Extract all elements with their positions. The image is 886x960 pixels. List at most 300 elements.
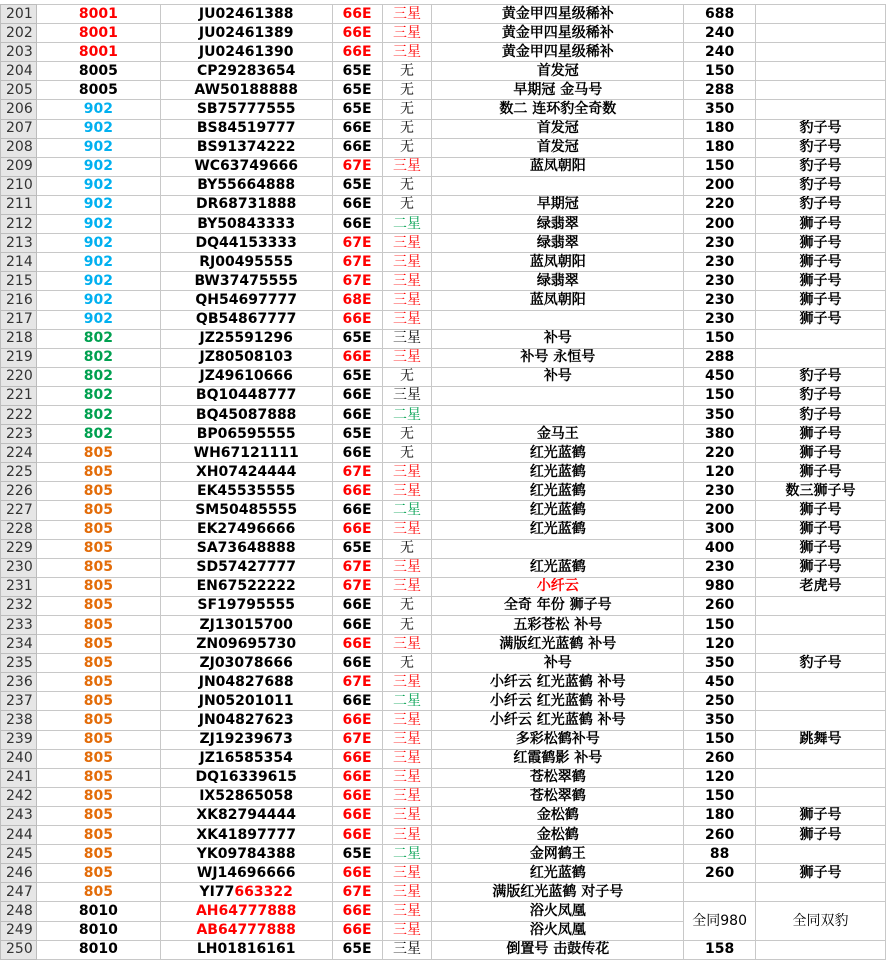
serial-cell[interactable]: BS91374222 [160,138,332,157]
version-cell[interactable]: 66E [332,386,382,405]
prefix-cell[interactable]: 902 [36,176,160,195]
version-cell[interactable]: 66E [332,138,382,157]
description-cell[interactable]: 金松鹤 [432,806,684,825]
star-cell[interactable]: 三星 [382,711,432,730]
tag-cell[interactable]: 狮子号 [756,826,886,845]
price-cell[interactable]: 350 [684,100,756,119]
serial-cell[interactable]: JN04827688 [160,673,332,692]
row-number[interactable]: 247 [1,883,37,902]
serial-cell[interactable]: QH54697777 [160,291,332,310]
prefix-cell[interactable]: 805 [36,539,160,558]
version-cell[interactable]: 66E [332,43,382,62]
description-cell[interactable]: 红光蓝鹤 [432,558,684,577]
row-number[interactable]: 238 [1,711,37,730]
serial-cell[interactable]: WC63749666 [160,157,332,176]
price-cell[interactable]: 150 [684,62,756,81]
star-cell[interactable]: 三星 [382,291,432,310]
star-cell[interactable]: 三星 [382,940,432,959]
serial-cell[interactable]: ZJ13015700 [160,616,332,635]
description-cell[interactable]: 红光蓝鹤 [432,864,684,883]
star-cell[interactable]: 二星 [382,845,432,864]
tag-cell[interactable]: 豹子号 [756,405,886,424]
star-cell[interactable]: 三星 [382,253,432,272]
prefix-cell[interactable]: 8001 [36,24,160,43]
row-number[interactable]: 249 [1,921,37,940]
row-number[interactable]: 208 [1,138,37,157]
star-cell[interactable]: 无 [382,138,432,157]
row-number[interactable]: 241 [1,768,37,787]
row-number[interactable]: 229 [1,539,37,558]
prefix-cell[interactable]: 805 [36,883,160,902]
row-number[interactable]: 239 [1,730,37,749]
tag-cell[interactable] [756,749,886,768]
prefix-cell[interactable]: 902 [36,234,160,253]
description-cell[interactable]: 补号 [432,367,684,386]
prefix-cell[interactable]: 802 [36,329,160,348]
prefix-cell[interactable]: 805 [36,463,160,482]
star-cell[interactable]: 三星 [382,310,432,329]
description-cell[interactable]: 红光蓝鹤 [432,482,684,501]
prefix-cell[interactable]: 805 [36,616,160,635]
star-cell[interactable]: 三星 [382,386,432,405]
serial-cell[interactable]: JZ16585354 [160,749,332,768]
tag-cell[interactable]: 狮子号 [756,539,886,558]
tag-cell[interactable] [756,329,886,348]
serial-cell[interactable]: JU02461389 [160,24,332,43]
row-number[interactable]: 216 [1,291,37,310]
row-number[interactable]: 233 [1,616,37,635]
star-cell[interactable]: 二星 [382,215,432,234]
star-cell[interactable]: 三星 [382,558,432,577]
serial-cell[interactable]: SD57427777 [160,558,332,577]
price-cell[interactable]: 200 [684,215,756,234]
row-number[interactable]: 227 [1,501,37,520]
description-cell[interactable]: 小纤云 红光蓝鹤 补号 [432,711,684,730]
price-cell[interactable]: 350 [684,711,756,730]
tag-cell[interactable] [756,673,886,692]
price-cell[interactable]: 260 [684,596,756,615]
row-number[interactable]: 245 [1,845,37,864]
row-number[interactable]: 215 [1,272,37,291]
description-cell[interactable]: 小纤云 红光蓝鹤 补号 [432,673,684,692]
prefix-cell[interactable]: 902 [36,100,160,119]
tag-cell[interactable]: 狮子号 [756,501,886,520]
serial-cell[interactable]: SB75777555 [160,100,332,119]
row-number[interactable]: 206 [1,100,37,119]
price-cell[interactable]: 150 [684,386,756,405]
price-cell[interactable]: 450 [684,367,756,386]
tag-cell[interactable] [756,81,886,100]
version-cell[interactable]: 66E [332,826,382,845]
price-cell[interactable]: 380 [684,425,756,444]
version-cell[interactable]: 66E [332,310,382,329]
prefix-cell[interactable]: 805 [36,749,160,768]
version-cell[interactable]: 66E [332,5,382,24]
star-cell[interactable]: 无 [382,654,432,673]
tag-cell[interactable]: 豹子号 [756,367,886,386]
star-cell[interactable]: 无 [382,176,432,195]
price-cell[interactable]: 180 [684,806,756,825]
serial-cell[interactable]: AB64777888 [160,921,332,940]
star-cell[interactable]: 三星 [382,806,432,825]
prefix-cell[interactable]: 805 [36,482,160,501]
description-cell[interactable] [432,310,684,329]
description-cell[interactable]: 黄金甲四星级稀补 [432,24,684,43]
row-number[interactable]: 210 [1,176,37,195]
serial-cell[interactable]: SF19795555 [160,596,332,615]
description-cell[interactable] [432,539,684,558]
prefix-cell[interactable]: 8005 [36,62,160,81]
price-cell[interactable]: 250 [684,692,756,711]
tag-cell[interactable]: 豹子号 [756,176,886,195]
prefix-cell[interactable]: 8010 [36,921,160,940]
star-cell[interactable]: 无 [382,62,432,81]
version-cell[interactable]: 66E [332,215,382,234]
tag-cell[interactable] [756,883,886,902]
star-cell[interactable]: 三星 [382,24,432,43]
version-cell[interactable]: 66E [332,692,382,711]
serial-cell[interactable]: BS84519777 [160,119,332,138]
star-cell[interactable]: 三星 [382,272,432,291]
price-cell[interactable]: 150 [684,329,756,348]
serial-cell[interactable]: SM50485555 [160,501,332,520]
serial-cell[interactable]: AH64777888 [160,902,332,921]
star-cell[interactable]: 三星 [382,5,432,24]
tag-cell[interactable] [756,787,886,806]
row-number[interactable]: 240 [1,749,37,768]
serial-cell[interactable]: BQ45087888 [160,405,332,424]
price-cell[interactable]: 400 [684,539,756,558]
version-cell[interactable]: 65E [332,329,382,348]
serial-cell[interactable]: XK82794444 [160,806,332,825]
tag-cell[interactable] [756,43,886,62]
version-cell[interactable]: 66E [332,902,382,921]
prefix-cell[interactable]: 805 [36,692,160,711]
prefix-cell[interactable]: 802 [36,405,160,424]
tag-cell[interactable]: 狮子号 [756,558,886,577]
prefix-cell[interactable]: 802 [36,386,160,405]
serial-cell[interactable]: DR68731888 [160,195,332,214]
price-cell[interactable]: 120 [684,463,756,482]
prefix-cell[interactable]: 902 [36,291,160,310]
description-cell[interactable]: 浴火凤凰 [432,921,684,940]
prefix-cell[interactable]: 805 [36,577,160,596]
row-number[interactable]: 204 [1,62,37,81]
version-cell[interactable]: 66E [332,444,382,463]
price-cell[interactable]: 240 [684,43,756,62]
serial-cell[interactable]: SA73648888 [160,539,332,558]
row-number[interactable]: 246 [1,864,37,883]
version-cell[interactable]: 65E [332,940,382,959]
row-number[interactable]: 231 [1,577,37,596]
description-cell[interactable]: 早期冠 [432,195,684,214]
star-cell[interactable]: 三星 [382,157,432,176]
serial-cell[interactable]: CP29283654 [160,62,332,81]
serial-cell[interactable]: QB54867777 [160,310,332,329]
version-cell[interactable]: 66E [332,501,382,520]
star-cell[interactable]: 三星 [382,902,432,921]
version-cell[interactable]: 67E [332,272,382,291]
tag-cell[interactable] [756,62,886,81]
serial-cell[interactable]: BY55664888 [160,176,332,195]
prefix-cell[interactable]: 802 [36,367,160,386]
prefix-cell[interactable]: 805 [36,501,160,520]
version-cell[interactable]: 66E [332,635,382,654]
price-cell[interactable]: 288 [684,348,756,367]
tag-cell[interactable]: 狮子号 [756,425,886,444]
version-cell[interactable]: 66E [332,348,382,367]
version-cell[interactable]: 66E [332,520,382,539]
description-cell[interactable]: 红光蓝鹤 [432,501,684,520]
row-number[interactable]: 237 [1,692,37,711]
prefix-cell[interactable]: 805 [36,730,160,749]
tag-cell[interactable] [756,692,886,711]
prefix-cell[interactable]: 8005 [36,81,160,100]
star-cell[interactable]: 三星 [382,635,432,654]
version-cell[interactable]: 66E [332,806,382,825]
row-number[interactable]: 234 [1,635,37,654]
price-cell[interactable]: 230 [684,234,756,253]
price-cell[interactable]: 200 [684,176,756,195]
row-number[interactable]: 201 [1,5,37,24]
row-number[interactable]: 230 [1,558,37,577]
prefix-cell[interactable]: 902 [36,195,160,214]
tag-cell[interactable]: 跳舞号 [756,730,886,749]
version-cell[interactable]: 66E [332,482,382,501]
version-cell[interactable]: 66E [332,405,382,424]
tag-cell[interactable] [756,24,886,43]
description-cell[interactable]: 红光蓝鹤 [432,463,684,482]
serial-cell[interactable]: JN04827623 [160,711,332,730]
prefix-cell[interactable]: 802 [36,425,160,444]
price-cell[interactable]: 150 [684,730,756,749]
description-cell[interactable]: 满版红光蓝鹤 对子号 [432,883,684,902]
tag-cell[interactable] [756,635,886,654]
row-number[interactable]: 243 [1,806,37,825]
serial-cell[interactable]: WJ14696666 [160,864,332,883]
row-number[interactable]: 232 [1,596,37,615]
merged-price-cell[interactable]: 全同980 [684,902,756,940]
serial-cell[interactable]: DQ44153333 [160,234,332,253]
price-cell[interactable]: 220 [684,444,756,463]
description-cell[interactable] [432,176,684,195]
prefix-cell[interactable]: 805 [36,845,160,864]
serial-cell[interactable]: ZN09695730 [160,635,332,654]
price-cell[interactable]: 88 [684,845,756,864]
serial-cell[interactable]: LH01816161 [160,940,332,959]
description-cell[interactable]: 补号 [432,654,684,673]
description-cell[interactable]: 早期冠 金马号 [432,81,684,100]
description-cell[interactable]: 苍松翠鹤 [432,787,684,806]
version-cell[interactable]: 67E [332,883,382,902]
tag-cell[interactable]: 豹子号 [756,195,886,214]
row-number[interactable]: 224 [1,444,37,463]
description-cell[interactable]: 金网鹤王 [432,845,684,864]
serial-cell[interactable]: JZ25591296 [160,329,332,348]
serial-cell[interactable]: ZJ03078666 [160,654,332,673]
description-cell[interactable]: 绿翡翠 [432,234,684,253]
star-cell[interactable]: 无 [382,81,432,100]
price-cell[interactable]: 180 [684,138,756,157]
version-cell[interactable]: 65E [332,425,382,444]
version-cell[interactable]: 66E [332,24,382,43]
star-cell[interactable]: 三星 [382,348,432,367]
description-cell[interactable] [432,386,684,405]
row-number[interactable]: 203 [1,43,37,62]
price-cell[interactable]: 158 [684,940,756,959]
price-cell[interactable]: 180 [684,119,756,138]
star-cell[interactable]: 三星 [382,463,432,482]
price-cell[interactable]: 230 [684,482,756,501]
tag-cell[interactable] [756,100,886,119]
serial-cell[interactable]: EK27496666 [160,520,332,539]
tag-cell[interactable]: 狮子号 [756,215,886,234]
serial-cell[interactable]: AW50188888 [160,81,332,100]
row-number[interactable]: 214 [1,253,37,272]
prefix-cell[interactable]: 805 [36,654,160,673]
description-cell[interactable]: 补号 永恒号 [432,348,684,367]
row-number[interactable]: 219 [1,348,37,367]
description-cell[interactable]: 红光蓝鹤 [432,444,684,463]
prefix-cell[interactable]: 805 [36,444,160,463]
price-cell[interactable]: 288 [684,81,756,100]
description-cell[interactable]: 金马王 [432,425,684,444]
serial-cell[interactable]: WH67121111 [160,444,332,463]
star-cell[interactable]: 三星 [382,768,432,787]
price-cell[interactable]: 350 [684,654,756,673]
version-cell[interactable]: 65E [332,845,382,864]
description-cell[interactable]: 首发冠 [432,119,684,138]
serial-cell[interactable]: EK45535555 [160,482,332,501]
description-cell[interactable]: 红光蓝鹤 [432,520,684,539]
serial-cell[interactable]: ZJ19239673 [160,730,332,749]
price-cell[interactable]: 260 [684,749,756,768]
tag-cell[interactable]: 狮子号 [756,806,886,825]
tag-cell[interactable]: 狮子号 [756,463,886,482]
prefix-cell[interactable]: 805 [36,768,160,787]
tag-cell[interactable]: 老虎号 [756,577,886,596]
row-number[interactable]: 222 [1,405,37,424]
tag-cell[interactable]: 狮子号 [756,310,886,329]
tag-cell[interactable] [756,940,886,959]
price-cell[interactable]: 200 [684,501,756,520]
tag-cell[interactable] [756,845,886,864]
version-cell[interactable]: 65E [332,62,382,81]
description-cell[interactable]: 蓝凤朝阳 [432,291,684,310]
prefix-cell[interactable]: 902 [36,310,160,329]
version-cell[interactable]: 66E [332,616,382,635]
version-cell[interactable]: 66E [332,195,382,214]
star-cell[interactable]: 三星 [382,921,432,940]
price-cell[interactable]: 450 [684,673,756,692]
description-cell[interactable]: 金松鹤 [432,826,684,845]
row-number[interactable]: 211 [1,195,37,214]
star-cell[interactable]: 三星 [382,883,432,902]
row-number[interactable]: 235 [1,654,37,673]
version-cell[interactable]: 67E [332,463,382,482]
serial-cell[interactable]: EN67522222 [160,577,332,596]
serial-cell[interactable]: BY50843333 [160,215,332,234]
tag-cell[interactable] [756,596,886,615]
star-cell[interactable]: 无 [382,596,432,615]
star-cell[interactable]: 无 [382,119,432,138]
description-cell[interactable]: 首发冠 [432,62,684,81]
description-cell[interactable]: 苍松翠鹤 [432,768,684,787]
description-cell[interactable]: 黄金甲四星级稀补 [432,43,684,62]
star-cell[interactable]: 二星 [382,692,432,711]
price-cell[interactable]: 150 [684,157,756,176]
description-cell[interactable] [432,405,684,424]
star-cell[interactable]: 二星 [382,405,432,424]
row-number[interactable]: 228 [1,520,37,539]
version-cell[interactable]: 67E [332,558,382,577]
prefix-cell[interactable]: 802 [36,348,160,367]
version-cell[interactable]: 68E [332,291,382,310]
description-cell[interactable]: 数二 连环豹全奇数 [432,100,684,119]
description-cell[interactable]: 补号 [432,329,684,348]
row-number[interactable]: 217 [1,310,37,329]
prefix-cell[interactable]: 805 [36,711,160,730]
tag-cell[interactable]: 狮子号 [756,520,886,539]
serial-cell[interactable]: JN05201011 [160,692,332,711]
version-cell[interactable]: 67E [332,577,382,596]
prefix-cell[interactable]: 902 [36,253,160,272]
prefix-cell[interactable]: 902 [36,215,160,234]
row-number[interactable]: 213 [1,234,37,253]
prefix-cell[interactable]: 8001 [36,5,160,24]
prefix-cell[interactable]: 805 [36,520,160,539]
description-cell[interactable]: 绿翡翠 [432,272,684,291]
row-number[interactable]: 244 [1,826,37,845]
tag-cell[interactable] [756,616,886,635]
price-cell[interactable]: 230 [684,253,756,272]
price-cell[interactable]: 150 [684,787,756,806]
star-cell[interactable]: 无 [382,367,432,386]
row-number[interactable]: 220 [1,367,37,386]
tag-cell[interactable]: 豹子号 [756,119,886,138]
prefix-cell[interactable]: 805 [36,558,160,577]
version-cell[interactable]: 66E [332,768,382,787]
row-number[interactable]: 236 [1,673,37,692]
star-cell[interactable]: 三星 [382,577,432,596]
version-cell[interactable]: 66E [332,596,382,615]
version-cell[interactable]: 67E [332,730,382,749]
serial-cell[interactable]: JU02461388 [160,5,332,24]
description-cell[interactable]: 浴火凤凰 [432,902,684,921]
version-cell[interactable]: 65E [332,539,382,558]
serial-cell[interactable]: YK09784388 [160,845,332,864]
prefix-cell[interactable]: 805 [36,635,160,654]
serial-cell[interactable]: BQ10448777 [160,386,332,405]
price-cell[interactable]: 688 [684,5,756,24]
serial-cell[interactable] [160,883,332,902]
serial-cell[interactable]: BP06595555 [160,425,332,444]
row-number[interactable]: 212 [1,215,37,234]
row-number[interactable]: 250 [1,940,37,959]
description-cell[interactable]: 多彩松鹤补号 [432,730,684,749]
tag-cell[interactable]: 狮子号 [756,864,886,883]
star-cell[interactable]: 三星 [382,329,432,348]
description-cell[interactable]: 蓝凤朝阳 [432,253,684,272]
row-number[interactable]: 221 [1,386,37,405]
price-cell[interactable]: 350 [684,405,756,424]
version-cell[interactable]: 67E [332,253,382,272]
star-cell[interactable]: 三星 [382,520,432,539]
price-cell[interactable]: 260 [684,826,756,845]
star-cell[interactable]: 无 [382,539,432,558]
description-cell[interactable]: 满版红光蓝鹤 补号 [432,635,684,654]
price-cell[interactable]: 120 [684,635,756,654]
